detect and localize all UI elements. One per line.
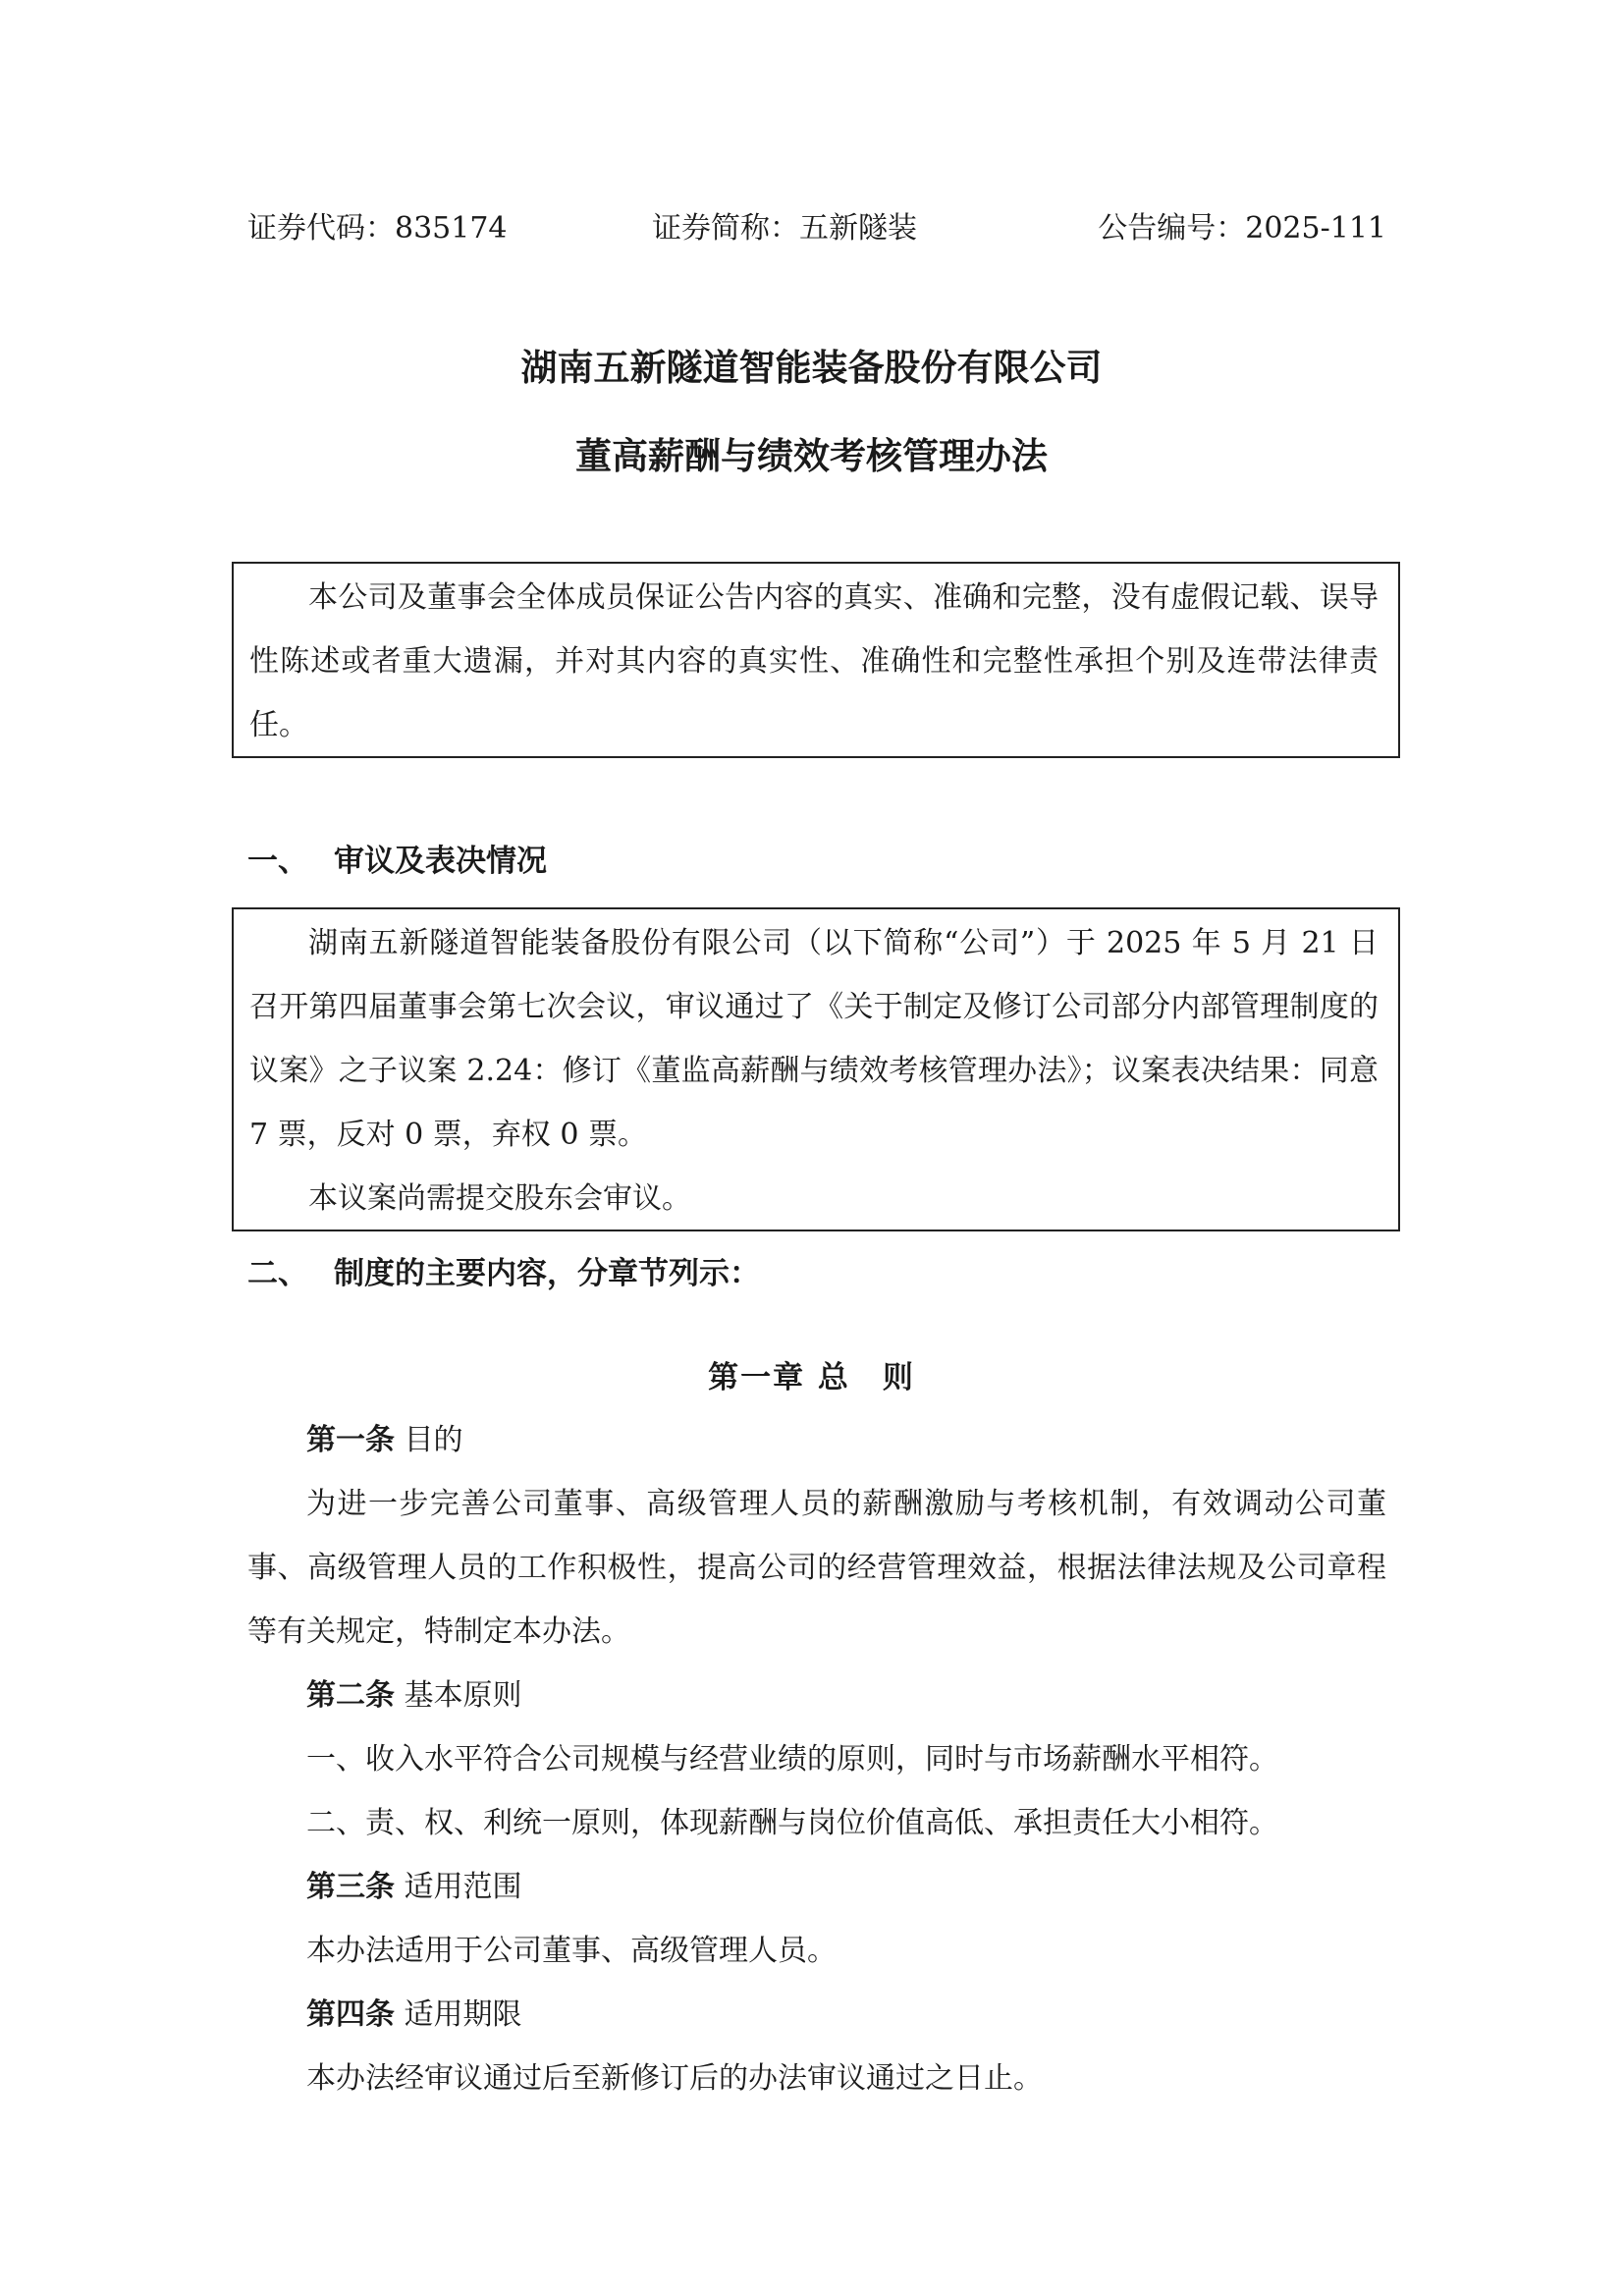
section-title: 制度的主要内容，分章节列示： xyxy=(334,1256,760,1291)
section-number: 二、 xyxy=(247,1256,308,1291)
section-heading-content xyxy=(247,1249,760,1298)
article-paragraph: 本办法适用于公司董事、高级管理人员。 xyxy=(306,1934,837,1968)
review-paragraph: 湖南五新隧道智能装备股份有限公司（以下简称“公司”）于 2025 年 5 月 21 日召开第四届董事会第七次会议，审议通过了《关于制定及修订公司部分内部管理制度的议案》之子议案 2.24：修订《董监高薪酬与绩效考核管理办法》；议案表决结果：同意 7 票，反对 0 票，弃权 0 票。 xyxy=(249,926,1379,1152)
article-number: 第四条 xyxy=(306,1997,395,2032)
security-abbreviation: 证券简称：五新隧装 xyxy=(652,211,917,246)
section-heading-review xyxy=(247,837,547,886)
section-number: 一、 xyxy=(247,844,308,879)
article-number: 第一条 xyxy=(306,1423,395,1457)
article-heading xyxy=(247,1983,1386,2047)
announcement-number: 公告编号：2025-111 xyxy=(1098,211,1386,246)
statement-box xyxy=(232,562,1400,758)
chapter-body xyxy=(247,1408,1386,2110)
article-heading xyxy=(247,1664,1386,1727)
article-number: 第三条 xyxy=(306,1870,395,1904)
document-title: 董高薪酬与绩效考核管理办法 xyxy=(575,435,1048,477)
article-heading xyxy=(247,1855,1386,1919)
article-name: 适用范围 xyxy=(404,1870,522,1904)
announcement-header xyxy=(247,206,1386,251)
chapter-title: 第一章 总 则 xyxy=(708,1360,915,1395)
article-number: 第二条 xyxy=(306,1678,395,1713)
article-paragraph: 为进一步完善公司董事、高级管理人员的薪酬激励与考核机制，有效调动公司董事、高级管理人员的工作积极性，提高公司的经营管理效益，根据法律法规及公司章程等有关规定，特制定本办法。 xyxy=(247,1487,1386,1649)
statement-text: 本公司及董事会全体成员保证公告内容的真实、准确和完整，没有虚假记载、误导性陈述或者重大遗漏，并对其内容的真实性、准确性和完整性承担个别及连带法律责任。 xyxy=(249,580,1379,742)
article-paragraph: 本办法经审议通过后至新修订后的办法审议通过之日止。 xyxy=(306,2061,1043,2096)
article-name: 基本原则 xyxy=(404,1678,522,1713)
review-box xyxy=(232,907,1400,1231)
article-heading xyxy=(247,1408,1386,1472)
article-paragraph: 一、收入水平符合公司规模与经营业绩的原则，同时与市场薪酬水平相符。 xyxy=(306,1742,1278,1777)
article-name: 目的 xyxy=(404,1423,463,1457)
security-code: 证券代码：835174 xyxy=(247,211,508,246)
section-title: 审议及表决情况 xyxy=(334,844,547,879)
company-title: 湖南五新隧道智能装备股份有限公司 xyxy=(520,347,1103,389)
article-name: 适用期限 xyxy=(404,1997,522,2032)
review-paragraph: 本议案尚需提交股东会审议。 xyxy=(308,1181,691,1216)
article-paragraph: 二、责、权、利统一原则，体现薪酬与岗位价值高低、承担责任大小相符。 xyxy=(306,1806,1278,1840)
